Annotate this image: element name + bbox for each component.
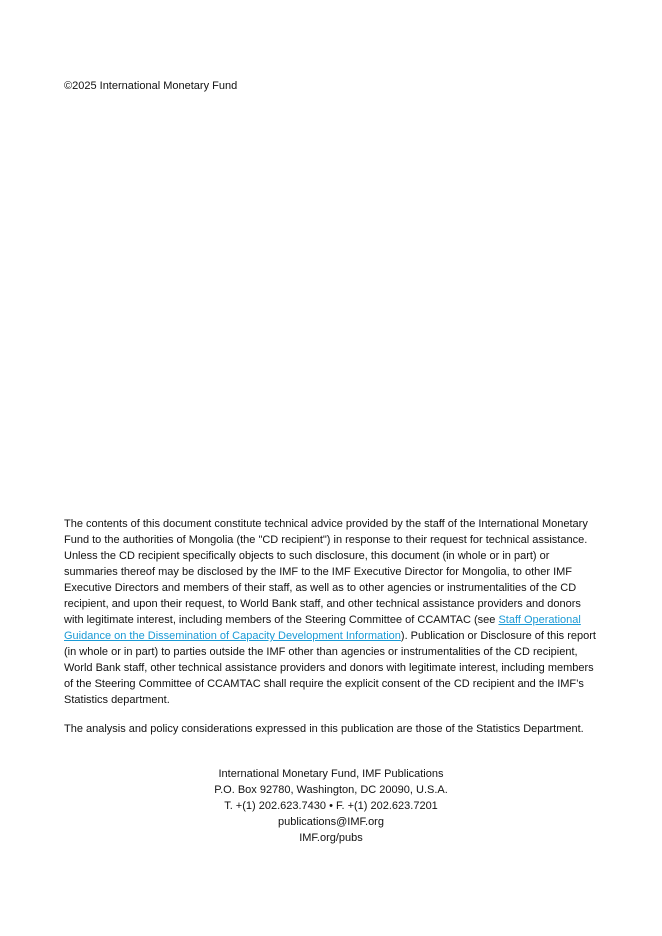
disclaimer-paragraph [64,516,600,708]
address-publisher-name: International Monetary Fund, IMF Publications [218,768,444,780]
disclaimer-text-before-link: The contents of this document constitute technical advice provided by the staff of the International Monetary Fund to the authorities of Mongolia (the "CD recipient") in response to their request for technical assistance. Unless the CD recipient specifically objects to such disclosure, this document (in whole or in part) or summaries thereof may be disclosed by the IMF to the IMF Executive Director for Mongolia, to other IMF Executive Directors and members of their staff, as well as to other agencies or instrumentalities of the CD recipient, and upon their request, to World Bank staff, and other technical assistance providers and donors with legitimate interest, including members of the Steering Committee of CCAMTAC (see [64,518,588,626]
address-phone-fax: T. +(1) 202.623.7430 • F. +(1) 202.623.7201 [224,800,438,812]
disclaimer-text-after-link: ). Publication or Disclosure of this report (in whole or in part) to parties outside the IMF other than agencies or instrumentalities of the CD recipient, World Bank staff, other technical assistance providers and donors with legitimate interest, including members of the Steering Committee of CCAMTAC shall require the explicit consent of the CD recipient and the IMF’s Statistics department. [64,630,596,706]
staff-operational-guidance-link[interactable]: Staff Operational Guidance on the Dissemination of Capacity Development Information [64,614,581,642]
address-po-box: P.O. Box 92780, Washington, DC 20090, U.S.A. [214,784,448,796]
publisher-address-block [0,766,662,846]
copyright-notice: ©2025 International Monetary Fund [64,80,238,92]
analysis-statement: The analysis and policy considerations expressed in this publication are those of the Statistics Department. [64,723,584,735]
address-website: IMF.org/pubs [299,832,363,844]
address-email: publications@IMF.org [278,816,384,828]
